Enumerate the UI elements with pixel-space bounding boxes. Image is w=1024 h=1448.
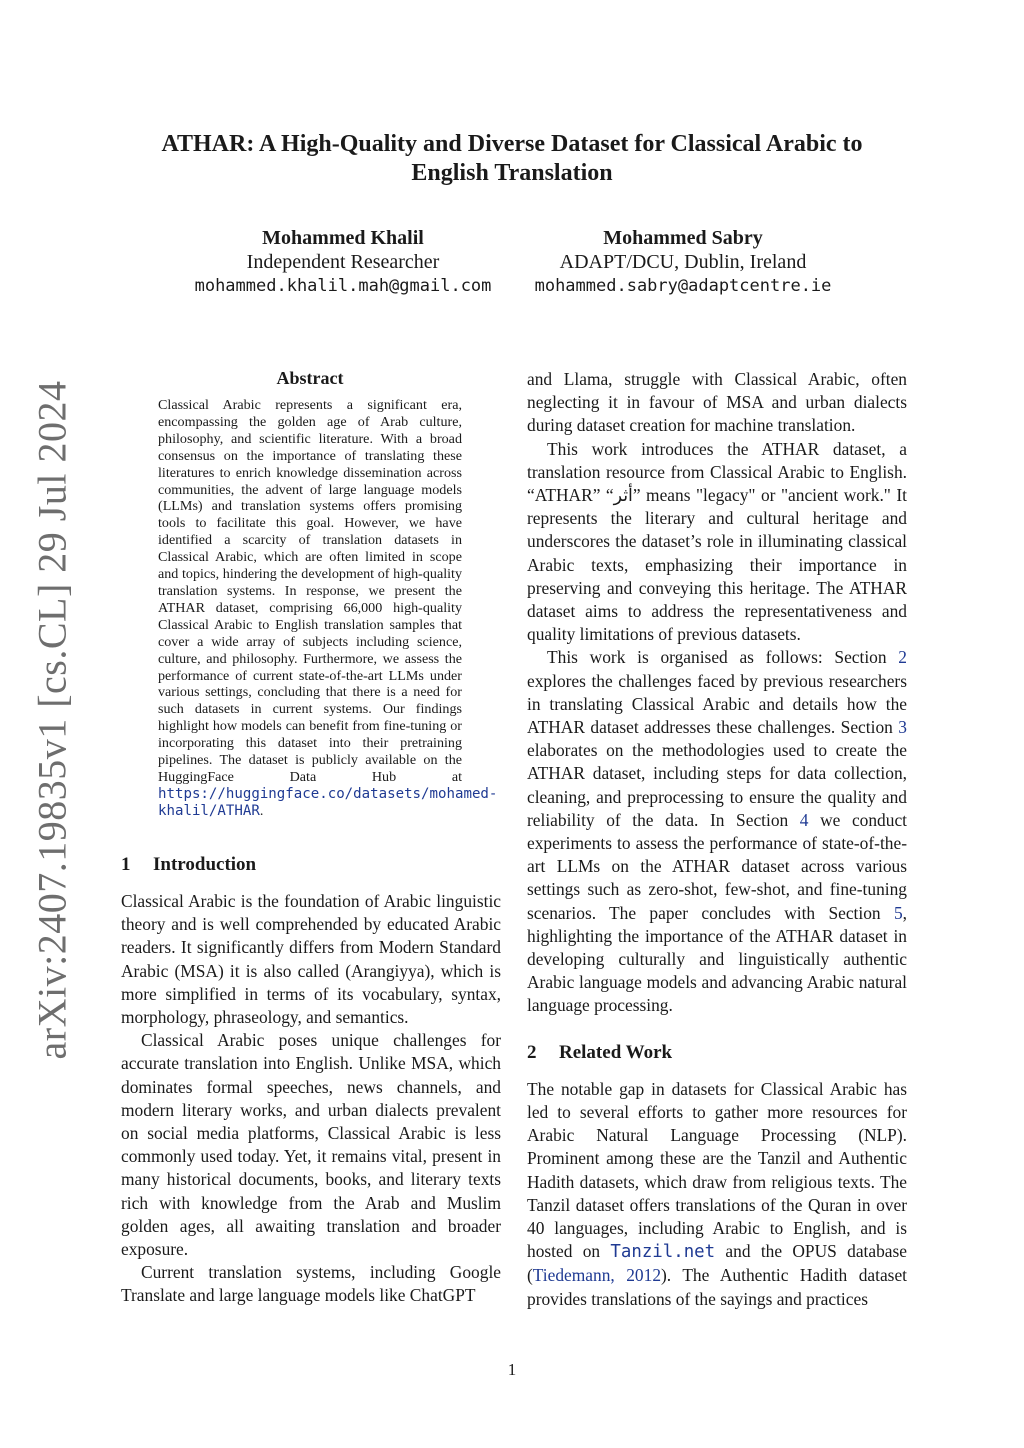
section-ref-3[interactable]: 3	[898, 717, 907, 738]
intro-paragraph-2: Classical Arabic poses unique challenges for accurate translation into English. Unlike MSA, which dominates formal speeches, news channels, and modern literary works, and urban dialects prevalent on social media platforms, Classical Arabic is less commonly used today. Yet, it remains vital, present in many historical documents, books, and literary texts rich with knowledge from the Arab and Muslim golden ages, all awaiting translation and broader exposure.	[121, 1030, 501, 1260]
paper-title: ATHAR: A High-Quality and Diverse Dataset for Classical Arabic to English Translation	[161, 131, 863, 186]
section-ref-2[interactable]: 2	[898, 647, 907, 668]
right-column	[527, 368, 907, 1311]
author-block-1	[180, 226, 506, 298]
page-number: 1	[507, 1360, 517, 1379]
author-name: Mohammed Sabry	[603, 227, 763, 249]
rw-text: The notable gap in datasets for Classical Arabic has led to several efforts to gather more resources for Arabic Natural Language Processing (NLP). Prominent among these are the Tanzil and Authentic Hadith datasets, which draw from religious texts. The Tanzil dataset offers translations of the Quran in over 40 languages, including Arabic to English, and is hosted on	[527, 1078, 907, 1262]
section-heading-related-work	[527, 1040, 907, 1066]
author-block-2	[520, 226, 846, 298]
section-title: Introduction	[153, 854, 257, 875]
athar-paragraph	[527, 438, 907, 647]
author-email: mohammed.khalil.mah@gmail.com	[194, 276, 492, 296]
section-number: 1	[121, 854, 131, 875]
abstract-text	[158, 397, 498, 820]
org-text: elaborates on the methodologies used to create the ATHAR dataset, including steps for data collection, cleaning, and preprocessing to ensure the quality and reliability of the data. In Section	[527, 740, 907, 830]
rw-text: ). The Authentic Hadith dataset provides translations of the sayings and practices	[527, 1265, 907, 1309]
tanzil-link[interactable]: Tanzil.net	[610, 1242, 716, 1263]
intro-paragraph-3: Current translation systems, including Google Translate and large language models like ChatGPT	[121, 1262, 501, 1306]
rw-text: and the OPUS database (	[527, 1241, 907, 1286]
author-affiliation: ADAPT/DCU, Dublin, Ireland	[559, 251, 807, 273]
section-title: Related Work	[559, 1041, 673, 1063]
left-column	[121, 852, 501, 1308]
org-text: explores the challenges faced by previous researchers in translating Classical Arabic and details how the ATHAR dataset addresses these challenges. Section	[527, 670, 907, 738]
org-text: , highlighting the importance of the ATHAR dataset in developing culturally and linguistically authentic Arabic language models and advancing Arabic natural language processing.	[527, 902, 907, 1016]
abstract-body: Classical Arabic represents a significant era, encompassing the golden age of Arab culture, philosophy, and scientific literature. With a broad consensus on the importance of translating these literatures to enrich knowledge dissemination across communities, the advent of large language models (LLMs) and translation systems offers promising tools to facilitate this goal. However, we have identified a scarcity of translation datasets in Classical Arabic, which are often limited in scope and topics, hindering the development of high-quality translation systems. In response, we present the ATHAR dataset, comprising 66,000 high-quality Classical Arabic to English translation samples that cover a wide array of subjects including science, culture, and philosophy. Furthermore, we assess the performance of current state-of-the-art LLMs under various settings, concluding that there is a need for such datasets in current systems. Our findings highlight how models can benefit from fine-tuning or incorporating this dataset into their pretraining pipelines. The dataset is publicly available on the HuggingFace Data Hub at	[158, 397, 462, 785]
org-text: This work is organised as follows: Section	[547, 647, 899, 668]
related-work-paragraph	[527, 1078, 907, 1311]
arxiv-identifier: arXiv:2407.19835v1 [cs.CL] 29 Jul 2024	[29, 380, 75, 1060]
section-ref-5[interactable]: 5	[893, 902, 903, 923]
section-number: 2	[527, 1041, 537, 1063]
abstract-section	[158, 368, 498, 820]
author-name: Mohammed Khalil	[262, 227, 424, 249]
athar-text-before: This work introduces the ATHAR dataset, a translation resource from Classical Arabic to English. “ATHAR” “	[527, 438, 907, 506]
author-email: mohammed.sabry@adaptcentre.ie	[534, 276, 832, 296]
author-affiliation: Independent Researcher	[246, 251, 440, 273]
athar-arabic-word: أثر	[613, 485, 633, 506]
citation-tiedemann[interactable]: Tiedemann, 2012	[532, 1265, 662, 1286]
section-heading-introduction	[121, 852, 501, 878]
intro-paragraph-1: Classical Arabic is the foundation of Arabic linguistic theory and is well comprehended by educated Arabic readers. It significantly differs from Modern Standard Arabic (MSA) it is also called (Arangiyya), which is more simplified in terms of its vocabulary, syntax, morphology, phraseology, and semantics.	[121, 891, 501, 1028]
abstract-end: .	[259, 802, 264, 819]
section-ref-4[interactable]: 4	[799, 809, 809, 830]
abstract-heading: Abstract	[276, 368, 344, 388]
dataset-link[interactable]: https://huggingface.co/datasets/mohamed-khalil/ATHAR	[158, 785, 498, 819]
intro-continuation: and Llama, struggle with Classical Arabic, often neglecting it in favour of MSA and urban dialects during dataset creation for machine translation.	[527, 369, 907, 436]
athar-text-after: ” means "legacy" or "ancient work." It represents the literary and cultural heritage and underscores the dataset’s role in illuminating classical Arabic texts, emphasizing their importance in preserving and conveying this heritage. The ATHAR dataset aims to address the representativeness and quality limitations of previous datasets.	[527, 485, 907, 645]
org-text: we conduct experiments to assess the performance of state-of-the-art LLMs on the ATHAR dataset across various settings such as zero-shot, few-shot, and fine-tuning scenarios. The paper concludes with Section	[527, 809, 907, 923]
organisation-paragraph	[527, 646, 907, 1017]
